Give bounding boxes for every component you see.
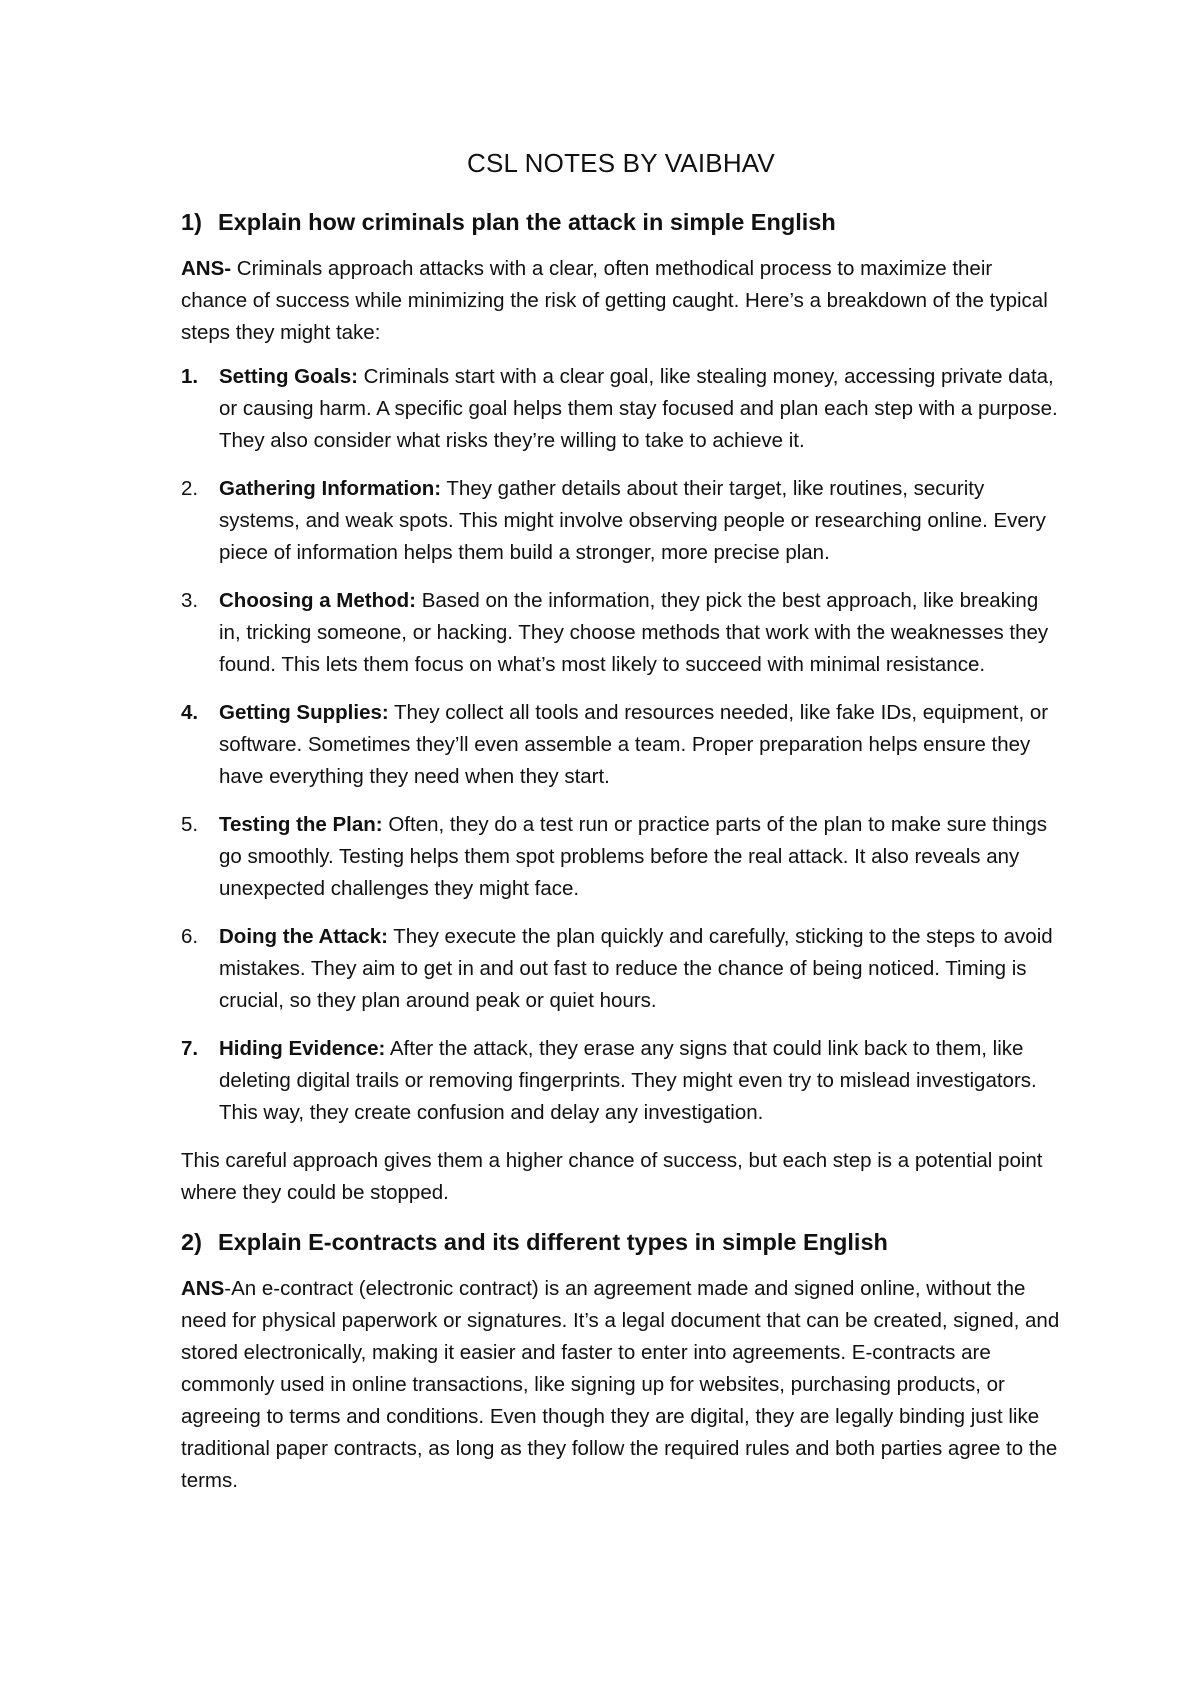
step-title: Hiding Evidence:: [219, 1037, 386, 1060]
step-body: [219, 1033, 1061, 1129]
step-text: After the attack, they erase any signs that could link back to them, like deleting digital trails or removing fingerprints. They might even try to mislead investigators. This way, they create confusion and delay any investigation.: [219, 1037, 1037, 1124]
step-title: Choosing a Method:: [219, 589, 417, 612]
question-1-conclusion: This careful approach gives them a higher chance of success, but each step is a potential point where they could be stopped.: [181, 1149, 1043, 1204]
step-text: Criminals start with a clear goal, like stealing money, accessing private data, or causing harm. A specific goal helps them stay focused and plan each step with a purpose. They also consider what risks they’re willing to take to achieve it.: [219, 365, 1058, 452]
list-item: [181, 697, 1061, 793]
question-1-heading: [181, 207, 1061, 237]
step-body: [219, 809, 1061, 905]
list-item: [181, 585, 1061, 681]
document-title: CSL NOTES BY VAIBHAV: [467, 148, 775, 178]
question-2-answer: [181, 1273, 1061, 1497]
step-number: 5.: [181, 813, 199, 836]
step-number: 7.: [181, 1037, 199, 1060]
step-body: [219, 921, 1061, 1017]
step-body: [219, 585, 1061, 681]
answer-1-text: Criminals approach attacks with a clear, often methodical process to maximize their chance of success while minimizing the risk of getting caught. Here’s a breakdown of the typical steps they might take:: [181, 257, 1048, 344]
list-item: [181, 921, 1061, 1017]
list-item: [181, 809, 1061, 905]
answer-1-label: ANS-: [181, 257, 232, 280]
question-1-answer: [181, 253, 1061, 349]
step-title: Getting Supplies:: [219, 701, 389, 724]
answer-2-label: ANS: [181, 1277, 225, 1300]
step-text: Based on the information, they pick the best approach, like breaking in, tricking someone, or hacking. They choose methods that work with the weaknesses they found. This lets them focus on what’s most likely to succeed with minimal resistance.: [219, 589, 1049, 676]
step-title: Gathering Information:: [219, 477, 442, 500]
attack-steps-list: [181, 361, 1061, 1129]
document-content: [181, 148, 1061, 1509]
question-1-number: 1): [181, 209, 202, 235]
step-text: They gather details about their target, like routines, security systems, and weak spots. This might involve observing people or researching online. Every piece of information helps them build a stronger, more precise plan.: [219, 477, 1046, 564]
step-title: Setting Goals:: [219, 365, 358, 388]
list-item: [181, 473, 1061, 569]
question-1-text: Explain how criminals plan the attack in simple English: [218, 209, 836, 235]
step-text: They collect all tools and resources needed, like fake IDs, equipment, or software. Sometimes they’ll even assemble a team. Proper preparation helps ensure they have everything they need when they start.: [219, 701, 1049, 788]
step-number: 4.: [181, 701, 199, 724]
step-number: 2.: [181, 477, 199, 500]
step-number: 1.: [181, 365, 199, 388]
step-body: [219, 697, 1061, 793]
step-title: Testing the Plan:: [219, 813, 383, 836]
question-2-number: 2): [181, 1229, 202, 1255]
step-text: They execute the plan quickly and carefully, sticking to the steps to avoid mistakes. They aim to get in and out fast to reduce the chance of being noticed. Timing is crucial, so they plan around peak or quiet hours.: [219, 925, 1053, 1012]
question-2-heading: [181, 1227, 1061, 1257]
list-item: [181, 1033, 1061, 1129]
question-2-text: Explain E-contracts and its different types in simple English: [218, 1229, 888, 1255]
list-item: [181, 361, 1061, 457]
step-text: Often, they do a test run or practice parts of the plan to make sure things go smoothly. Testing helps them spot problems before the real attack. It also reveals any unexpected challenges they might face.: [219, 813, 1047, 900]
step-number: 6.: [181, 925, 199, 948]
step-number: 3.: [181, 589, 199, 612]
answer-2-text: -An e-contract (electronic contract) is an agreement made and signed online, without the need for physical paperwork or signatures. It’s a legal document that can be created, signed, and stored electronically, making it easier and faster to enter into agreements. E-contracts are commonly used in online transactions, like signing up for websites, purchasing products, or agreeing to terms and conditions. Even though they are digital, they are legally binding just like traditional paper contracts, as long as they follow the required rules and both parties agree to the terms.: [181, 1277, 1060, 1492]
step-body: [219, 473, 1061, 569]
step-title: Doing the Attack:: [219, 925, 388, 948]
step-body: [219, 361, 1061, 457]
